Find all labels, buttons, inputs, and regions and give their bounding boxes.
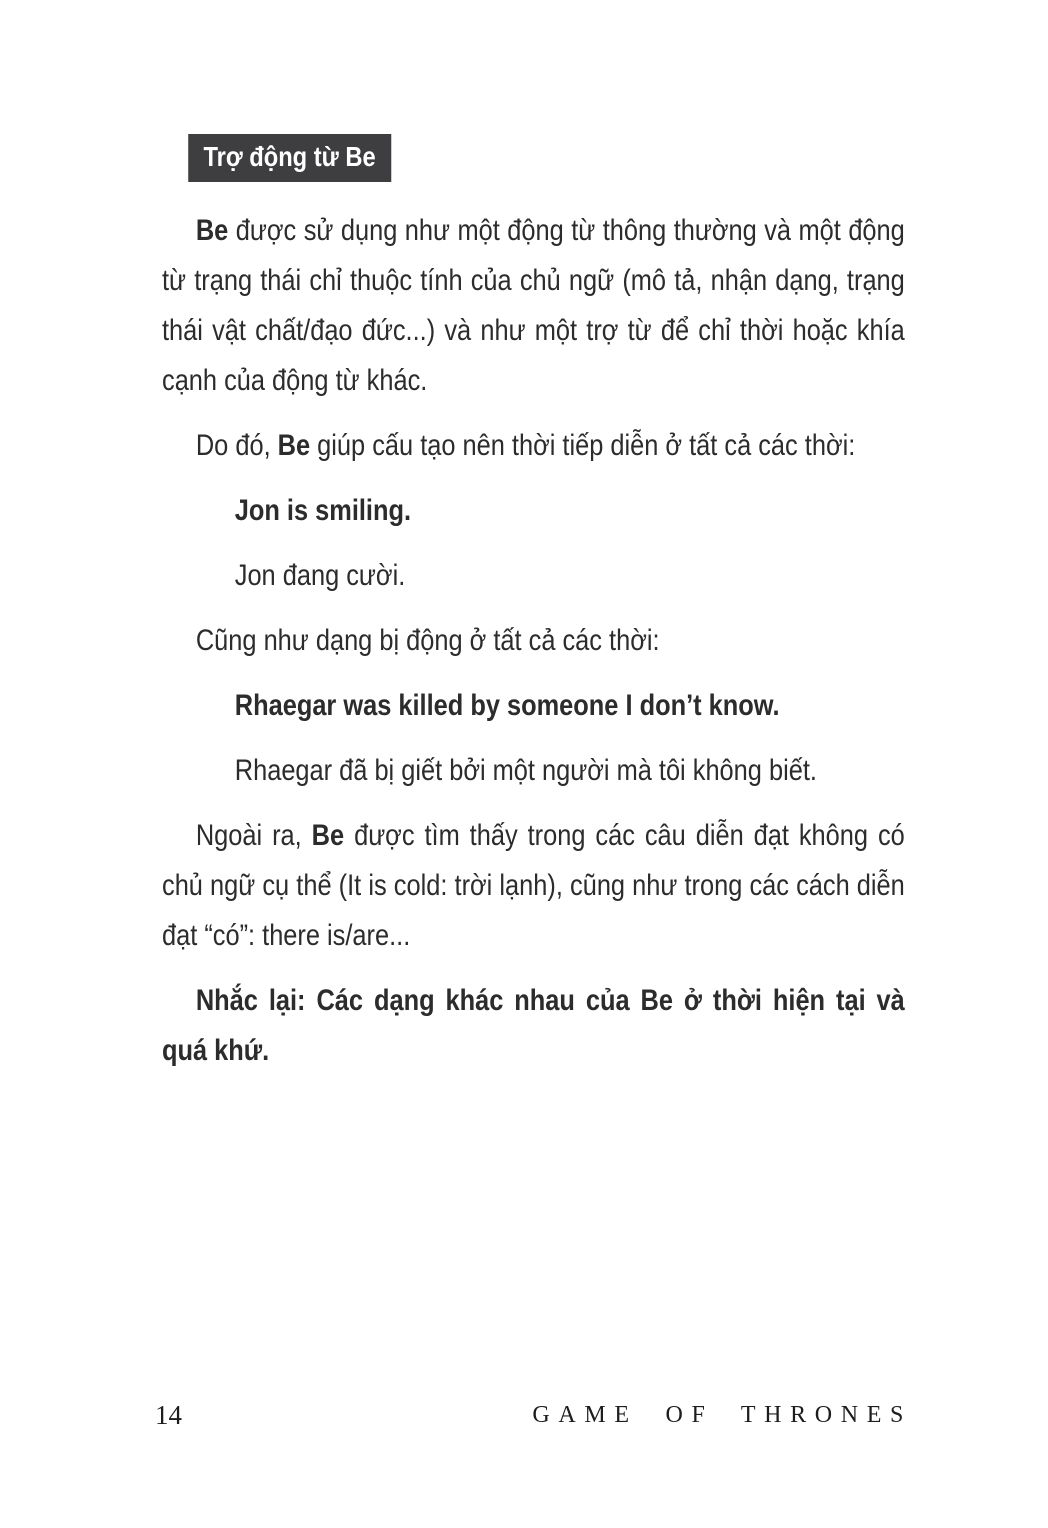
example-translation-vietnamese-2: Rhaegar đã bị giết bởi một người mà tôi không biết. xyxy=(234,754,817,787)
paragraph-be-intro-text: được sử dụng như một động từ thông thường và một động từ trạng thái chỉ thuộc tính của chủ ngữ (mô tả, nhận dạng, trạng thái vật chất/đạo đức...) và như một trợ từ để chỉ thời hoặc khía cạnh của động từ khác. xyxy=(162,214,905,397)
paragraph-continuous-pre: Do đó, xyxy=(195,429,278,462)
paragraph-impersonal-subject xyxy=(162,811,905,961)
section-heading-badge: Trợ động từ Be xyxy=(188,134,391,182)
paragraph-impersonal-pre: Ngoài ra, xyxy=(195,819,312,852)
paragraph-be-intro xyxy=(162,206,905,406)
page-footer xyxy=(0,1398,1048,1438)
paragraph-passive-voice: Cũng như dạng bị động ở tất cả các thời: xyxy=(195,624,660,657)
paragraph-impersonal-post: được tìm thấy trong các câu diễn đạt không có chủ ngữ cụ thể (It is cold: trời lạnh), cũng như trong các cách diễn đạt “có”: there is/are... xyxy=(162,819,905,952)
book-title: GAME OF THRONES xyxy=(532,1402,912,1428)
page-number: 14 xyxy=(155,1400,182,1430)
paragraph-continuous-post: giúp cấu tạo nên thời tiếp diễn ở tất cả các thời: xyxy=(310,429,856,462)
paragraph-continuous-tense xyxy=(162,421,905,471)
bold-term-be: Be xyxy=(277,429,311,462)
example-sentence-english-1: Jon is smiling. xyxy=(234,494,412,527)
page-content xyxy=(162,134,905,1091)
bold-term-be: Be xyxy=(311,819,345,852)
paragraph-recap-note: Nhắc lại: Các dạng khác nhau của Be ở thời hiện tại và quá khứ. xyxy=(162,984,905,1067)
bold-term-be: Be xyxy=(195,214,229,247)
example-sentence-english-2: Rhaegar was killed by someone I don’t know. xyxy=(234,689,780,722)
example-translation-vietnamese-1: Jon đang cười. xyxy=(234,559,406,592)
